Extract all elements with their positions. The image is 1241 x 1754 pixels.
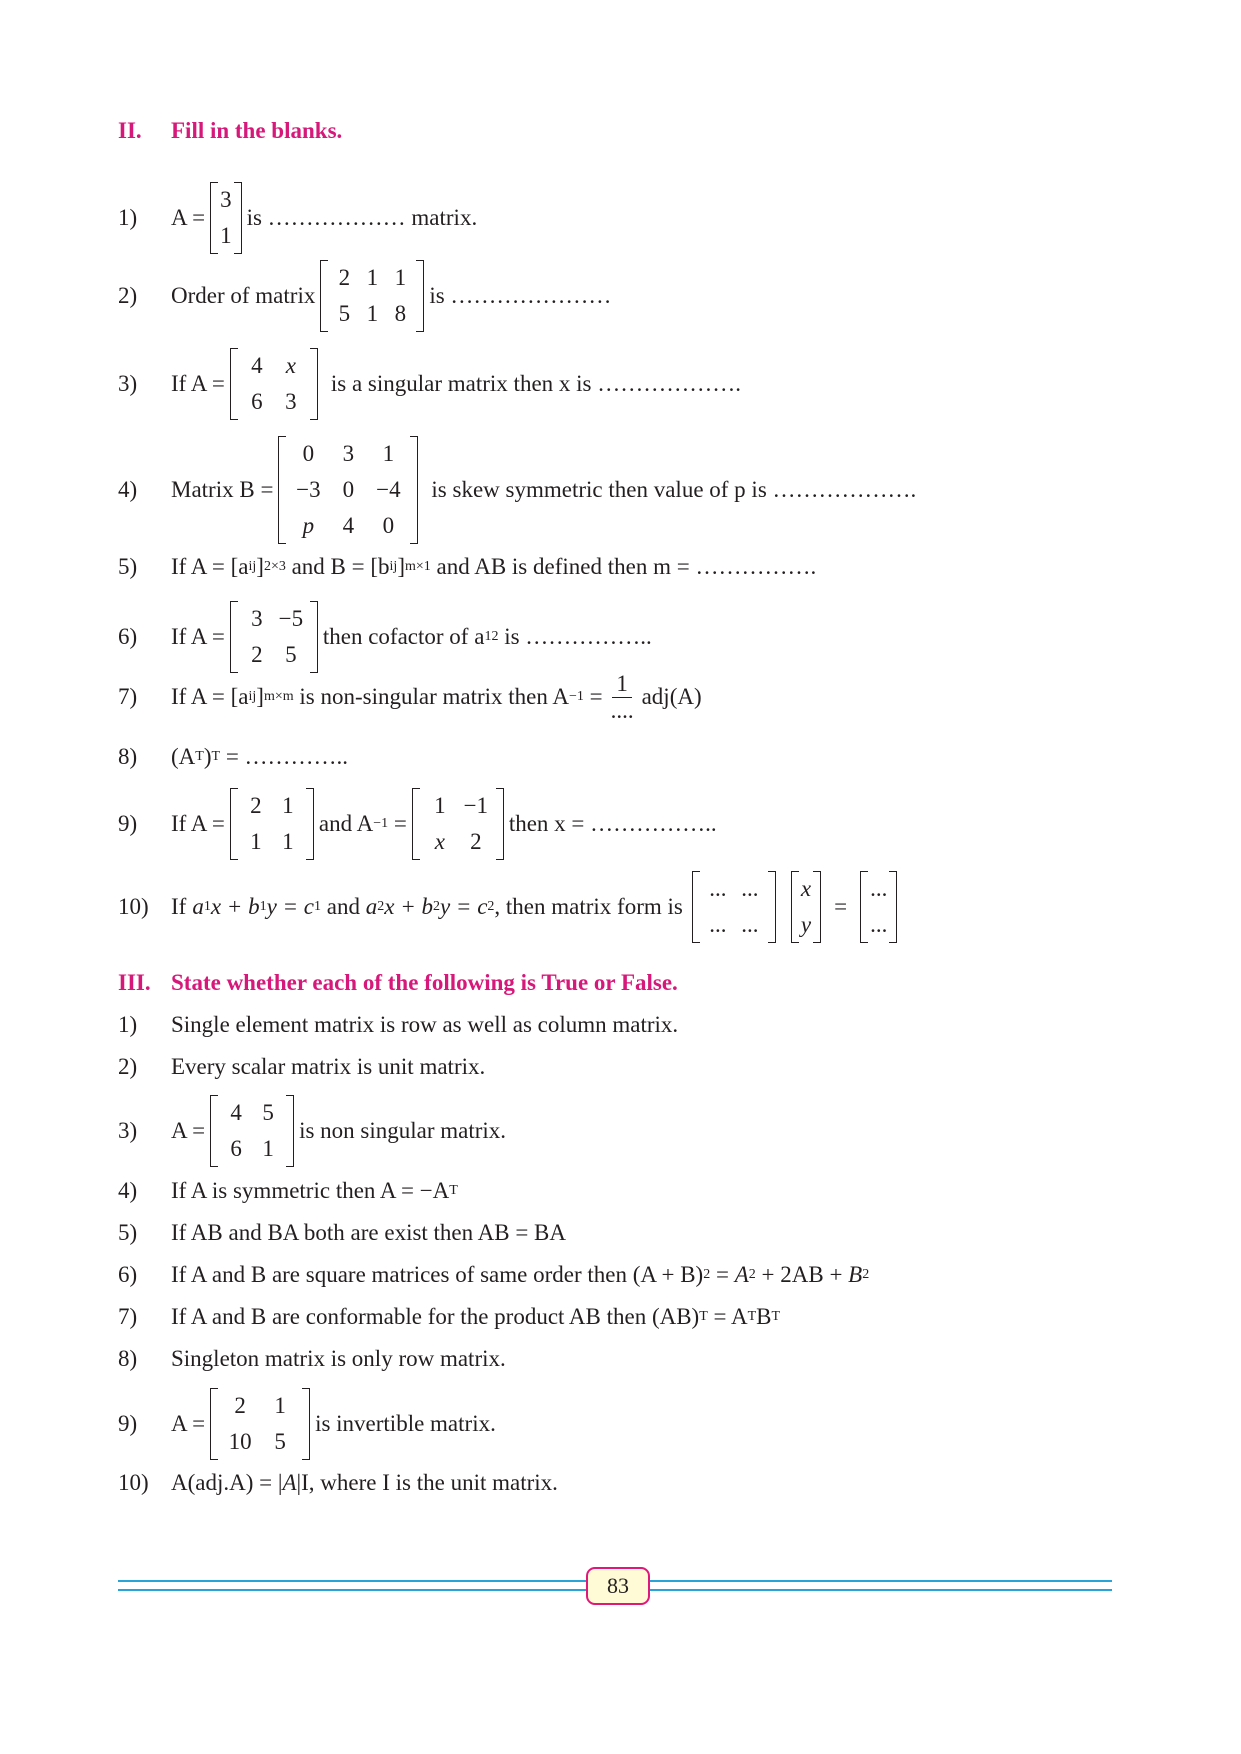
- item-number: 1): [118, 1012, 138, 1037]
- matrix: [791, 871, 821, 943]
- matrix-cell: ...: [741, 876, 759, 901]
- matrix-cell: 6: [230, 1136, 242, 1161]
- bracket-serif: [693, 942, 700, 943]
- bracket-serif: [310, 419, 317, 420]
- item-content: [171, 265, 612, 326]
- item-number: 5): [118, 1220, 138, 1245]
- matrix-cell: 1: [382, 441, 395, 466]
- item-number: 8): [118, 1346, 138, 1371]
- matrix-cell: 1: [394, 265, 407, 290]
- bracket-serif: [234, 182, 241, 183]
- matrix: [692, 871, 776, 943]
- matrix-cell: 10: [228, 1429, 252, 1454]
- item-number: 9): [118, 1411, 138, 1436]
- item-text: y =: [266, 894, 304, 919]
- item-number: 7): [118, 684, 138, 709]
- superscript: T: [211, 749, 221, 764]
- item-number: 10): [118, 1470, 149, 1495]
- item-text: A: [282, 1470, 297, 1495]
- subscript: 2×3: [263, 559, 286, 574]
- item-text: is ……………..: [498, 624, 652, 649]
- bracket-serif: [889, 871, 896, 872]
- subscript: 12: [484, 629, 499, 644]
- item-content: [171, 1177, 458, 1205]
- matrix: [210, 1388, 310, 1460]
- subscript: ij: [248, 559, 257, 574]
- bracket-serif: [234, 253, 241, 254]
- item-text: b: [248, 894, 260, 919]
- subscript: 2: [487, 899, 495, 914]
- matrix-cell: 1: [274, 1393, 286, 1418]
- subscript: 1: [314, 899, 322, 914]
- fraction-numerator: 1: [612, 671, 632, 698]
- item-text: and AB is defined then m = …………….: [430, 554, 817, 579]
- item-number: 10): [118, 894, 149, 919]
- item-text: y =: [439, 894, 478, 919]
- bracket-serif: [496, 859, 503, 860]
- bracket-serif: [286, 1095, 293, 1096]
- item-content: [171, 793, 717, 854]
- matrix-cell: x: [800, 876, 812, 901]
- matrix-cell: 1: [366, 265, 379, 290]
- bracket-serif: [211, 253, 218, 254]
- matrix: [210, 182, 242, 254]
- superscript: T: [771, 1309, 781, 1324]
- matrix-cell: x: [285, 353, 296, 378]
- subscript: 1: [259, 899, 267, 914]
- subscript: ij: [389, 559, 398, 574]
- subscript: 2: [377, 899, 385, 914]
- matrix-cell: 5: [274, 1429, 286, 1454]
- item-number: 2): [118, 283, 138, 308]
- item-text: then x = ……………..: [508, 811, 717, 836]
- matrix-cell: −1: [463, 793, 489, 818]
- subscript: 1: [203, 899, 211, 914]
- subscript: m×1: [404, 559, 431, 574]
- item-text: = …………..: [220, 744, 349, 769]
- matrix-cell: −5: [278, 606, 304, 631]
- item-content: [171, 876, 902, 937]
- matrix-cell: 4: [230, 1100, 242, 1125]
- item-number: 6): [118, 624, 138, 649]
- item-text: is non-singular matrix then A: [293, 684, 569, 709]
- item-text: adj(A): [641, 684, 702, 709]
- matrix: [278, 436, 418, 544]
- item-content: [171, 1469, 558, 1497]
- item-content: [171, 353, 742, 414]
- item-text: =: [388, 811, 407, 836]
- superscript: T: [195, 749, 204, 764]
- matrix-cell: 4: [251, 353, 263, 378]
- item-number: 4): [118, 477, 138, 502]
- bracket-serif: [310, 348, 317, 349]
- item-text: is …………………: [429, 283, 612, 308]
- matrix: [230, 348, 318, 420]
- item-content: [171, 441, 917, 538]
- matrix-cell: ...: [709, 912, 727, 937]
- subscript: m×m: [263, 689, 294, 704]
- superscript: 2: [862, 1267, 870, 1282]
- bracket-serif: [861, 871, 868, 872]
- section-title: State whether each of the following is True or False.: [171, 970, 678, 995]
- item-content: [171, 606, 652, 667]
- item-content: [171, 1100, 507, 1161]
- item-number: 2): [118, 1054, 138, 1079]
- matrix-cell: ...: [870, 876, 888, 901]
- bracket-serif: [768, 942, 775, 943]
- subscript: 2: [432, 899, 440, 914]
- bracket-serif: [310, 601, 317, 602]
- matrix-cell: 1: [282, 829, 294, 854]
- item-text: ]: [397, 554, 405, 579]
- bracket-serif: [693, 871, 700, 872]
- item-text: If A =: [171, 371, 225, 396]
- bracket-serif: [302, 1388, 309, 1389]
- item-text: a: [192, 894, 204, 919]
- bracket-serif: [279, 436, 286, 437]
- item-number: 9): [118, 811, 138, 836]
- item-text: If A is symmetric then A = −A: [171, 1178, 450, 1203]
- bracket-serif: [792, 871, 799, 872]
- bracket-serif: [496, 788, 503, 789]
- bracket-serif: [792, 942, 799, 943]
- bracket-serif: [321, 331, 328, 332]
- bracket-serif: [410, 436, 417, 437]
- bracket-serif: [279, 543, 286, 544]
- bracket-serif: [813, 871, 820, 872]
- matrix-cell: 2: [338, 265, 351, 290]
- bracket-serif: [310, 672, 317, 673]
- item-text: ): [203, 744, 212, 769]
- item-text: a: [365, 894, 378, 919]
- matrix-cell: p: [302, 513, 315, 538]
- bracket-serif: [813, 942, 820, 943]
- matrix-cell: 3: [251, 606, 263, 631]
- item-content: [171, 1219, 566, 1247]
- item-text: + 2AB +: [755, 1262, 849, 1287]
- fraction: [611, 671, 634, 724]
- bracket-serif: [286, 1166, 293, 1167]
- item-text: |I, where I is the unit matrix.: [296, 1470, 558, 1495]
- matrix: [860, 871, 897, 943]
- item-text: c: [303, 894, 315, 919]
- bracket-serif: [231, 601, 238, 602]
- item-text: If A =: [171, 624, 225, 649]
- item-text: A =: [171, 1118, 206, 1143]
- section-number: III.: [118, 970, 151, 995]
- item-text: ]: [256, 684, 264, 709]
- item-text: =: [583, 684, 603, 709]
- bracket-serif: [231, 859, 238, 860]
- matrix: [320, 260, 424, 332]
- matrix-cell: 0: [342, 477, 355, 502]
- superscript: T: [699, 1309, 708, 1324]
- item-text: Singleton matrix is only row matrix.: [171, 1346, 506, 1371]
- superscript: −1: [373, 816, 389, 831]
- matrix-cell: 5: [262, 1100, 274, 1125]
- item-number: 6): [118, 1262, 138, 1287]
- matrix-cell: ...: [741, 912, 759, 937]
- matrix: [230, 788, 314, 860]
- bracket-serif: [231, 788, 238, 789]
- item-text: Order of matrix: [171, 283, 316, 308]
- item-text: If A =: [171, 811, 225, 836]
- superscript: T: [747, 1309, 757, 1324]
- item-text: If A = [a: [171, 684, 249, 709]
- item-number: 1): [118, 205, 138, 230]
- bracket-serif: [231, 419, 238, 420]
- matrix-cell: 2: [250, 793, 262, 818]
- item-content: [171, 553, 816, 581]
- item-text: and A: [318, 811, 374, 836]
- bracket-serif: [211, 1095, 218, 1096]
- bracket-serif: [889, 942, 896, 943]
- matrix-cell: 2: [470, 829, 482, 854]
- item-content: [171, 1345, 506, 1373]
- item-text: is non singular matrix.: [299, 1118, 507, 1143]
- item-text: x +: [210, 894, 249, 919]
- item-content: [171, 187, 478, 248]
- matrix-cell: 0: [302, 441, 315, 466]
- bracket-serif: [413, 788, 420, 789]
- item-text: Matrix B =: [171, 477, 274, 502]
- item-text: is ……………… matrix.: [246, 205, 478, 230]
- item-text: is a singular matrix then x is ……………….: [330, 371, 742, 396]
- bracket-serif: [321, 260, 328, 261]
- item-content: [171, 1011, 678, 1039]
- item-text: Single element matrix is row as well as column matrix.: [171, 1012, 679, 1037]
- matrix-cell: ...: [709, 876, 727, 901]
- matrix-cell: x: [434, 829, 445, 854]
- item-text: c: [477, 894, 488, 919]
- superscript: −1: [568, 689, 584, 704]
- bracket-serif: [861, 942, 868, 943]
- item-text: ]: [256, 554, 264, 579]
- bracket-serif: [211, 1388, 218, 1389]
- matrix-cell: 1: [262, 1136, 274, 1161]
- bracket-serif: [211, 1166, 218, 1167]
- section-number: II.: [118, 118, 142, 143]
- bracket-serif: [416, 331, 423, 332]
- item-text: A =: [171, 1411, 206, 1436]
- item-text: If A and B are square matrices of same order then (A + B): [171, 1262, 704, 1287]
- bracket-serif: [302, 1459, 309, 1460]
- item-text: x +: [384, 894, 422, 919]
- item-number: 4): [118, 1178, 138, 1203]
- superscript: T: [449, 1183, 458, 1198]
- superscript: 2: [748, 1267, 756, 1282]
- fraction-denominator: ....: [610, 697, 634, 723]
- matrix-cell: 8: [394, 301, 407, 326]
- item-text: A(adj.A) = |: [171, 1470, 283, 1495]
- bracket-serif: [211, 1459, 218, 1460]
- item-text: (A: [171, 744, 196, 769]
- subscript: ij: [248, 689, 257, 704]
- item-text: If: [171, 894, 187, 919]
- item-text: If A = [a: [171, 554, 249, 579]
- matrix-cell: 1: [366, 301, 379, 326]
- matrix-cell: 3: [285, 389, 297, 414]
- item-text: and: [321, 894, 366, 919]
- item-number: 3): [118, 371, 138, 396]
- item-number: 7): [118, 1304, 138, 1329]
- matrix-cell: 5: [285, 642, 297, 667]
- item-text: and B = [b: [285, 554, 390, 579]
- item-text: is skew symmetric then value of p is ……………….: [431, 477, 917, 502]
- matrix-cell: −4: [376, 477, 401, 502]
- matrix-cell: 3: [342, 441, 355, 466]
- item-text: B: [848, 1262, 863, 1287]
- item-text: A =: [171, 205, 206, 230]
- matrix-cell: 1: [220, 223, 232, 248]
- item-number: 5): [118, 554, 138, 579]
- bracket-serif: [410, 543, 417, 544]
- matrix-cell: 6: [251, 389, 263, 414]
- item-content: [171, 1393, 496, 1454]
- item-text: If AB and BA both are exist then AB = BA: [171, 1220, 566, 1245]
- matrix-cell: −3: [296, 477, 321, 502]
- bracket-serif: [231, 672, 238, 673]
- bracket-serif: [416, 260, 423, 261]
- matrix-cell: 3: [220, 187, 232, 212]
- page-number: 83: [586, 1567, 650, 1605]
- item-text: b: [421, 894, 433, 919]
- item-content: [171, 1053, 485, 1081]
- matrix: [412, 788, 504, 860]
- item-content: [171, 670, 702, 723]
- superscript: 2: [703, 1267, 711, 1282]
- matrix-cell: 4: [342, 513, 355, 538]
- matrix-cell: ...: [870, 912, 888, 937]
- matrix-cell: 2: [251, 642, 263, 667]
- bracket-serif: [768, 871, 775, 872]
- bracket-serif: [211, 182, 218, 183]
- item-text: , then matrix form is: [494, 894, 683, 919]
- matrix-cell: 1: [282, 793, 294, 818]
- matrix-cell: 5: [338, 301, 351, 326]
- item-content: [171, 743, 348, 771]
- item-content: [171, 1303, 780, 1331]
- item-number: 8): [118, 744, 138, 769]
- item-text: =: [834, 894, 848, 919]
- section-title: Fill in the blanks.: [171, 118, 343, 143]
- matrix: [230, 601, 318, 673]
- item-text: is invertible matrix.: [315, 1411, 496, 1436]
- item-text: = A: [707, 1304, 748, 1329]
- bracket-serif: [306, 859, 313, 860]
- bracket-serif: [306, 788, 313, 789]
- matrix: [210, 1095, 294, 1167]
- item-text: If A and B are conformable for the product AB then (AB): [171, 1304, 700, 1329]
- matrix-cell: 1: [434, 793, 446, 818]
- matrix-cell: 1: [250, 829, 262, 854]
- item-text: A: [734, 1262, 749, 1287]
- item-content: [171, 1261, 869, 1289]
- item-text: Every scalar matrix is unit matrix.: [171, 1054, 486, 1079]
- item-text: =: [710, 1262, 735, 1287]
- matrix-cell: 0: [382, 513, 395, 538]
- item-text: B: [756, 1304, 772, 1329]
- matrix-cell: y: [800, 912, 812, 937]
- matrix-cell: 2: [234, 1393, 246, 1418]
- bracket-serif: [231, 348, 238, 349]
- item-text: then cofactor of a: [322, 624, 485, 649]
- item-number: 3): [118, 1118, 138, 1143]
- bracket-serif: [413, 859, 420, 860]
